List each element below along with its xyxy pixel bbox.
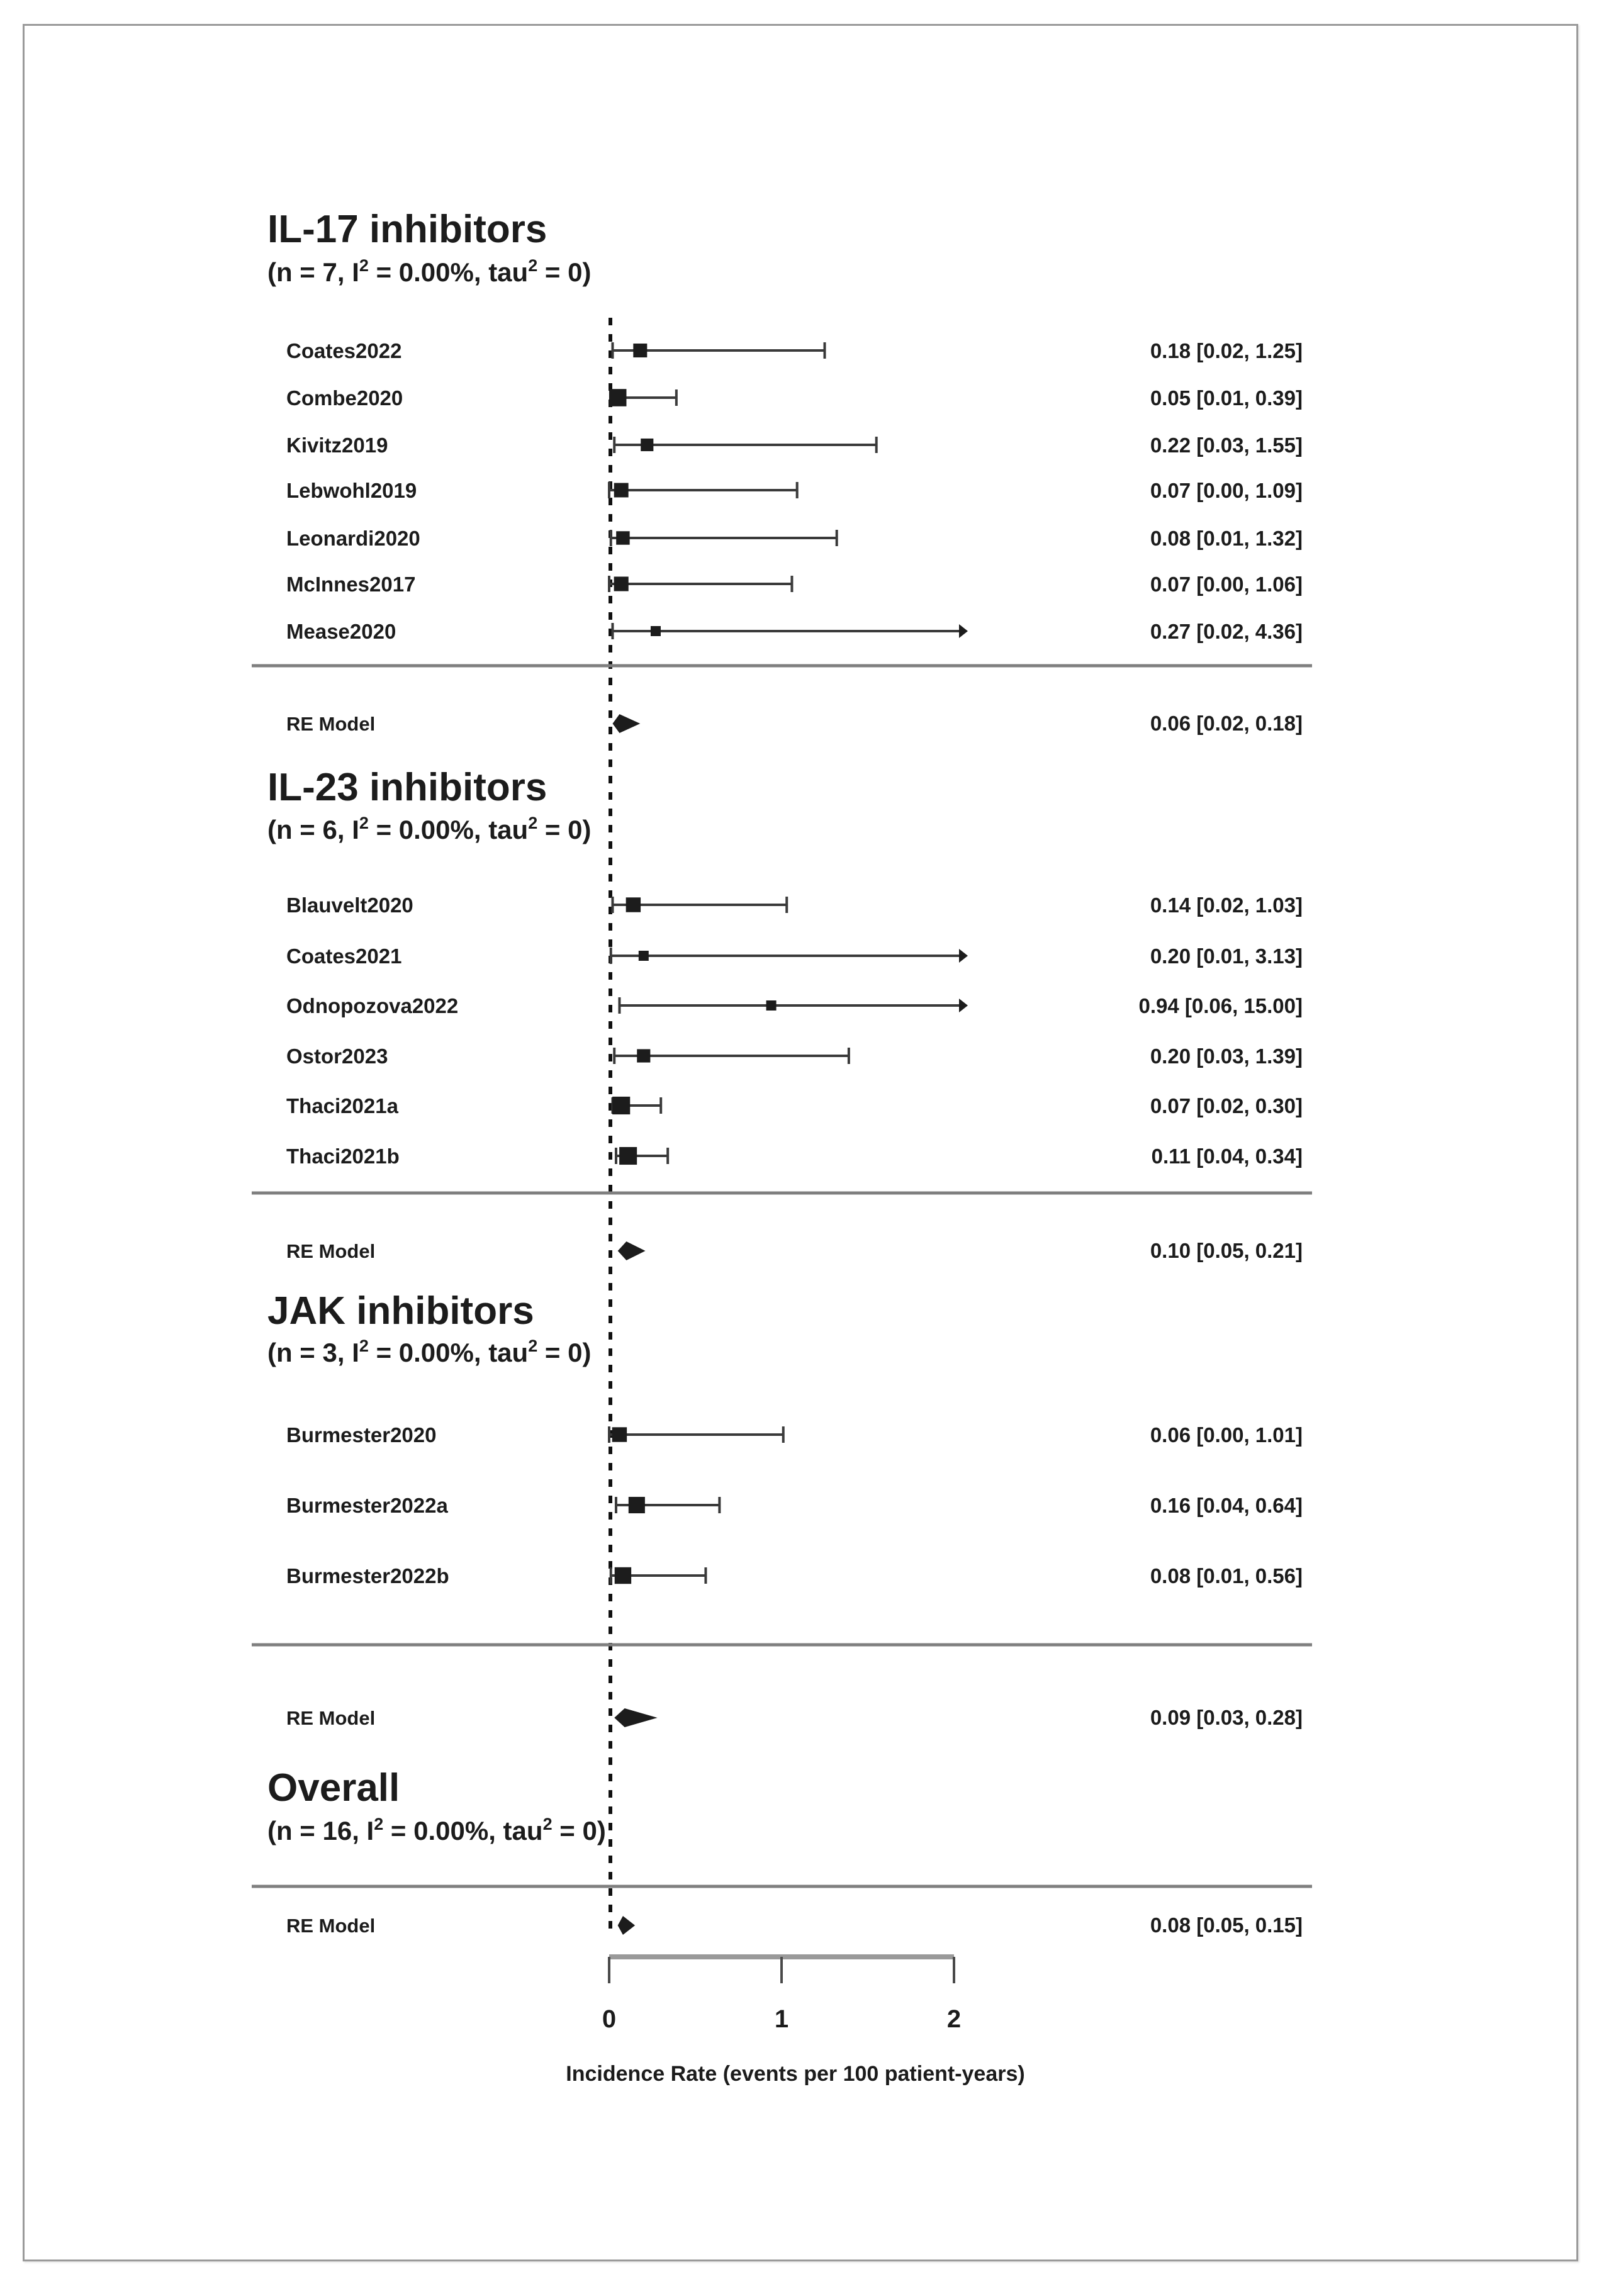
study-label: Coates2021 [286, 944, 402, 968]
effect-estimate-marker [609, 389, 627, 406]
x-axis-tick-label: 2 [946, 2005, 962, 2033]
summary-estimate-text: 0.06 [0.02, 0.18] [1150, 712, 1303, 735]
study-label: Lebwohl2019 [286, 479, 417, 502]
effect-estimate-marker [641, 439, 653, 451]
summary-label: RE Model [286, 1915, 376, 1937]
study-label: Kivitz2019 [286, 434, 388, 457]
effect-estimate-marker [616, 531, 629, 544]
effect-estimate-text: 0.18 [0.02, 1.25] [1150, 339, 1303, 362]
effect-estimate-text: 0.05 [0.01, 0.39] [1150, 386, 1303, 410]
effect-estimate-marker [633, 344, 647, 357]
summary-label: RE Model [286, 1707, 376, 1729]
effect-estimate-text: 0.07 [0.00, 1.09] [1150, 479, 1303, 502]
study-label: Combe2020 [286, 386, 403, 410]
effect-estimate-text: 0.08 [0.01, 0.56] [1150, 1564, 1303, 1588]
study-label: Coates2022 [286, 339, 402, 362]
summary-diamond [618, 1241, 646, 1260]
effect-estimate-marker [612, 1097, 630, 1114]
effect-estimate-text: 0.07 [0.00, 1.06] [1150, 573, 1303, 596]
effect-estimate-text: 0.07 [0.02, 0.30] [1150, 1094, 1303, 1117]
summary-diamond [614, 1708, 658, 1727]
group-subtitle: (n = 7, $I^2 = 0.00\%$, tau$^2$ = 0) [267, 256, 592, 287]
effect-estimate-text: 0.06 [0.00, 1.01] [1150, 1423, 1303, 1447]
study-label: Odnopozova2022 [286, 994, 459, 1017]
study-label: Burmester2022a [286, 1494, 448, 1517]
group-subtitle: (n = 6, $I^2 = 0.00\%$, tau$^2$ = 0) [267, 814, 592, 844]
summary-label: RE Model [286, 1240, 376, 1262]
study-label: Thaci2021a [286, 1094, 398, 1117]
effect-estimate-text: 0.27 [0.02, 4.36] [1150, 620, 1303, 643]
effect-estimate-marker [619, 1147, 637, 1165]
summary-label: RE Model [286, 713, 376, 735]
effect-estimate-marker [629, 1497, 645, 1513]
effect-estimate-marker [626, 897, 641, 912]
summary-diamond [618, 1916, 635, 1935]
summary-estimate-text: 0.08 [0.05, 0.15] [1150, 1913, 1303, 1937]
study-label: Burmester2022b [286, 1564, 449, 1588]
study-label: Thaci2021b [286, 1145, 400, 1168]
study-label: Leonardi2020 [286, 527, 420, 550]
study-label: McInnes2017 [286, 573, 416, 596]
effect-estimate-marker [614, 576, 629, 591]
ci-arrow-right [959, 624, 968, 638]
effect-estimate-text: 0.20 [0.03, 1.39] [1150, 1044, 1303, 1068]
group-subtitle: (n = 16, $I^2 = 0.00\%$, tau$^2$ = 0) [267, 1815, 606, 1845]
ci-arrow-right [959, 949, 968, 963]
effect-estimate-marker [639, 951, 649, 961]
study-label: Mease2020 [286, 620, 396, 643]
effect-estimate-text: 0.11 [0.04, 0.34] [1151, 1145, 1303, 1168]
effect-estimate-text: 0.20 [0.01, 3.13] [1150, 944, 1303, 968]
ci-arrow-right [959, 999, 968, 1012]
group-title: Overall [267, 1766, 400, 1810]
effect-estimate-text: 0.16 [0.04, 0.64] [1150, 1494, 1303, 1517]
study-label: Burmester2020 [286, 1423, 437, 1447]
effect-estimate-marker [637, 1049, 650, 1062]
effect-estimate-marker [766, 1000, 777, 1011]
study-label: Blauvelt2020 [286, 893, 413, 917]
x-axis-tick-label: 0 [602, 2005, 617, 2033]
effect-estimate-marker [651, 626, 661, 636]
x-axis-title: Incidence Rate (events per 100 patient-years) [566, 2062, 1025, 2086]
effect-estimate-text: 0.14 [0.02, 1.03] [1150, 893, 1303, 917]
summary-estimate-text: 0.09 [0.03, 0.28] [1150, 1706, 1303, 1729]
effect-estimate-text: 0.94 [0.06, 15.00] [1138, 994, 1303, 1017]
effect-estimate-marker [612, 1427, 627, 1442]
study-label: Ostor2023 [286, 1044, 388, 1068]
group-subtitle: (n = 3, $I^2 = 0.00\%$, tau$^2$ = 0) [267, 1336, 592, 1367]
summary-estimate-text: 0.10 [0.05, 0.21] [1150, 1239, 1303, 1262]
summary-diamond [612, 714, 640, 733]
effect-estimate-marker [614, 483, 629, 498]
group-title: IL-17 inhibitors [267, 208, 547, 251]
effect-estimate-marker [615, 1567, 631, 1584]
group-title: IL-23 inhibitors [267, 766, 547, 809]
group-title: JAK inhibitors [267, 1289, 534, 1333]
effect-estimate-text: 0.22 [0.03, 1.55] [1150, 434, 1303, 457]
effect-estimate-text: 0.08 [0.01, 1.32] [1150, 527, 1303, 550]
x-axis-tick-label: 1 [774, 2005, 789, 2033]
